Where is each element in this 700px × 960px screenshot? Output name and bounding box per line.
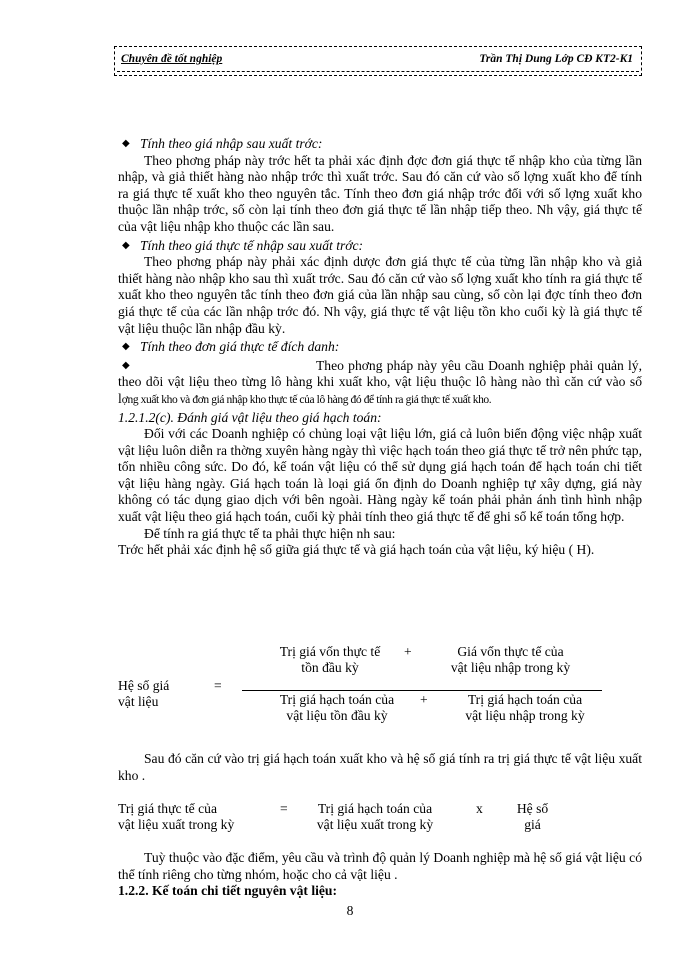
denominator-a-line: vật liệu tồn đầu kỳ <box>286 708 388 723</box>
bullet-paragraph: ◆ Theo phơng pháp này yêu cầu Doanh nghiệp phải quản lý, theo dõi vật liệu theo từng lô hàng khi xuất kho, vật liệu thuộc lô hàng nào thì căn cứ vào số lợng xuất kho và đơn giá nhập kho thực tế của lô hàng đó để tính ra giá thực tế xuất kho. <box>118 357 642 406</box>
numerator-b-line: vật liệu nhập trong kỳ <box>450 660 571 675</box>
bullet-heading: ◆ Tính theo giá nhập sau xuất trớc: <box>122 136 323 151</box>
paragraph: Theo phơng pháp này phải xác định dược đơn giá thực tế của từng lần nhập kho và giả thiết hàng nào nhập kho sau thì xuất trớc. Sau đó căn cứ vào số lợng xuất kho tính ra giá thực tế xuất kho theo nguyên tắc tính theo đơn giá của lần nhập sau cùng, số còn lại đợc tính theo đơn giá thực tế của các lần nhập trớc đó. Nh vậy, giá thực tế vật liệu tồn kho cuối kỳ là giá thực tế vật liệu thuộc lần nhập đầu kỳ. <box>118 254 642 336</box>
plus-sign: + <box>404 644 412 659</box>
paragraph: Tuỳ thuộc vào đặc điểm, yêu cầu và trình độ quản lý Doanh nghiệp mà hệ số giá vật liệu có thể tính riêng cho từng nhóm, hoặc cho cả vật liệu . <box>118 850 642 882</box>
paragraph: Đối với các Doanh nghiệp có chủng loại vật liệu lớn, giá cả luôn biến động việc nhập xuất vật liệu luôn diễn ra thờng xuyên hàng ngày thì việc hạch toán theo giá thực tế trở nên phức tạp, tốn nhiều công sức. Do đó, kế toán vật liệu có thể sử dụng giá hạch toán để hạch toán chi tiết vật liệu hàng ngày. Giá hạch toán là loại giá ổn định do Doanh nghiệp tự xây dựng, giá này không có tác dụng giao dịch với bên ngoài. Hàng ngày kế toán phải phản ánh tình hình nhập xuất vật liệu theo giá hạch toán, cuối kỳ phải tính theo giá thực tế để ghi sổ kế toán tổng hợp. <box>118 426 642 525</box>
numerator-a-line: tồn đầu kỳ <box>301 660 359 675</box>
formula2-c-line: giá <box>524 817 541 832</box>
formula2-b-line: Trị giá hạch toán của <box>317 801 433 816</box>
page-header <box>114 46 642 76</box>
section-heading: 1.2.2. Kế toán chi tiết nguyên vật liệu: <box>118 883 338 899</box>
bullet-heading: ◆ Tính theo đơn giá thực tế đích danh: <box>122 339 340 355</box>
equals-sign: = <box>280 801 288 816</box>
formula-lhs-line: Hệ số giá <box>118 678 170 693</box>
section-heading: 1.2.1.2(c). Đánh giá vật liệu theo giá hạch toán: <box>118 409 382 425</box>
equals-sign: = <box>214 678 222 693</box>
formula2-b-line: vật liệu xuất trong kỳ <box>316 817 434 832</box>
formula-lhs-line: vật liệu <box>118 694 159 709</box>
denominator-b-line: Trị giá hạch toán của <box>467 692 583 707</box>
numerator-b-line: Giá vốn thực tế của <box>457 644 564 659</box>
document-body <box>118 134 642 559</box>
bullet-heading: ◆ Tính theo giá thực tế nhập sau xuất trớc: <box>122 237 364 253</box>
times-sign: x <box>476 801 483 816</box>
formula2-a-line: Trị giá thực tế của <box>118 801 217 816</box>
header-left-text: Chuyên đề tốt nghiệp <box>121 53 223 65</box>
paragraph: Trớc hết phải xác định hệ số giữa giá thực tế và giá hạch toán của vật liệu, ký hiệu ( H). <box>118 542 595 558</box>
bullet-icon: ◆ <box>122 359 130 371</box>
paragraph: Sau đó căn cứ vào trị giá hạch toán xuất kho và hệ số giá tính ra trị giá thực tế vật liệu xuất kho . <box>118 751 642 783</box>
denominator-b-line: vật liệu nhập trong kỳ <box>465 708 585 723</box>
bullet-icon: ◆ <box>122 138 130 149</box>
formula2-a-line: vật liệu xuất trong kỳ <box>118 817 235 832</box>
bullet-icon: ◆ <box>122 239 130 251</box>
denominator-a-line: Trị giá hạch toán của <box>279 692 395 707</box>
fraction-bar <box>242 690 602 691</box>
formula2-c-line: Hệ số <box>516 801 549 816</box>
numerator-a-line: Trị giá vốn thực tế <box>279 644 381 659</box>
paragraph: Để tính ra giá thực tế ta phải thực hiện nh sau: <box>144 525 396 541</box>
plus-sign: + <box>420 692 428 707</box>
bullet-icon: ◆ <box>122 341 130 353</box>
page-number: 8 <box>346 903 354 918</box>
paragraph: Theo phơng pháp này trớc hết ta phải xác định đợc đơn giá thực tế nhập kho của từng lần nhập, và giả thiết hàng nào nhập trớc thì xuất trớc. Sau đó căn cứ vào số lợng xuất kho để tính ra giá thực tế xuất kho theo nguyên tắc. Tính theo đơn giá nhập trớc đối với số lợng xuất kho thuộc lần nhập trớc, số còn lại tính theo đơn giá thực tế lần nhập tiếp theo. Nh vậy, giá thực tế của vật liệu nhập kho thuộc các lần sau. <box>118 152 642 234</box>
header-right-text: Trần Thị Dung Lớp CĐ KT2-K1 <box>479 53 633 65</box>
